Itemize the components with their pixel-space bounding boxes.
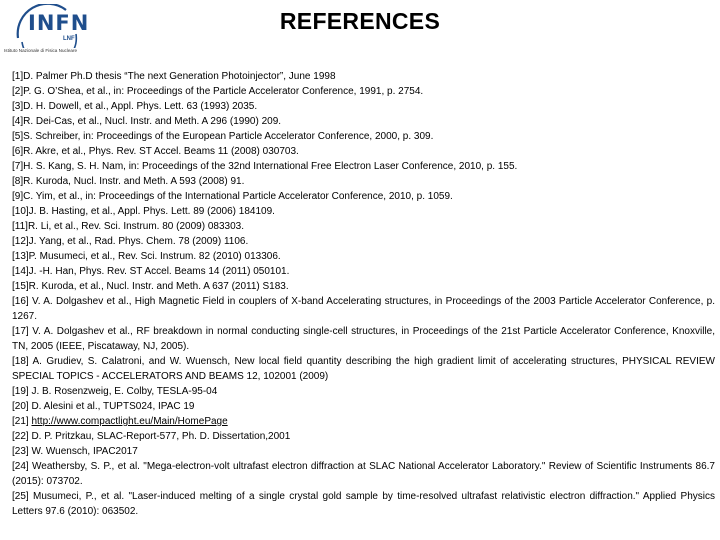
logo-wordmark: INFN	[28, 11, 90, 35]
reference-5: [5]S. Schreiber, in: Proceedings of the European Particle Accelerator Conference, 2000, p. 309.	[12, 131, 434, 142]
reference-12: [12]J. Yang, et al., Rad. Phys. Chem. 78 (2009) 1106.	[12, 236, 249, 247]
logo-subtitle: Istituto Nazionale di Fisica Nucleare	[4, 48, 78, 53]
logo-lab-label: LNF	[63, 36, 75, 42]
reference-10: [10]J. B. Hasting, et al., Appl. Phys. Lett. 89 (2006) 184109.	[12, 206, 275, 217]
reference-16: [16] V. A. Dolgashev et al., High Magnetic Field in couplers of X-band Accelerating structures, in Proceedings of the 2003 Particle Accelerator Conference, p. 1267.	[12, 296, 715, 322]
reference-4: [4]R. Dei-Cas, et al., Nucl. Instr. and Meth. A 296 (1990) 209.	[12, 116, 282, 127]
reference-15: [15]R. Kuroda, et al., Nucl. Instr. and Meth. A 637 (2011) S183.	[12, 281, 289, 292]
reference-14: [14]J. -H. Han, Phys. Rev. ST Accel. Beams 14 (2011) 050101.	[12, 266, 290, 277]
reference-22: [22] D. P. Pritzkau, SLAC-Report-577, Ph. D. Dissertation,2001	[12, 431, 291, 442]
reference-21-prefix: [21]	[12, 416, 32, 427]
reference-1: [1]D. Palmer Ph.D thesis “The next Generation Photoinjector”, June 1998	[12, 71, 336, 82]
reference-25: [25] Musumeci, P., et al. "Laser-induced melting of a single crystal gold sample by time-resolved ultrafast relativistic electron diffraction." Applied Physics Letters 97.6 (2010): 063502.	[12, 491, 715, 517]
reference-18: [18] A. Grudiev, S. Calatroni, and W. Wuensch, New local field quantity describing the high gradient limit of accelerating structures, PHYSICAL REVIEW SPECIAL TOPICS - ACCELERATORS AND BEAMS 12, 102001 (2009)	[12, 356, 715, 382]
reference-23: [23] W. Wuensch, IPAC2017	[12, 446, 138, 457]
reference-19: [19] J. B. Rosenzweig, E. Colby, TESLA-95-04	[12, 386, 218, 397]
reference-11: [11]R. Li, et al., Rev. Sci. Instrum. 80 (2009) 083303.	[12, 221, 244, 232]
reference-13: [13]P. Musumeci, et al., Rev. Sci. Instrum. 82 (2010) 013306.	[12, 251, 281, 262]
reference-20: [20] D. Alesini et al., TUPTS024, IPAC 19	[12, 401, 195, 412]
reference-list	[12, 69, 715, 519]
reference-6: [6]R. Akre, et al., Phys. Rev. ST Accel. Beams 11 (2008) 030703.	[12, 146, 299, 157]
reference-9: [9]C. Yim, et al., in: Proceedings of the International Particle Accelerator Conference, 2010, p. 1059.	[12, 191, 453, 202]
page-title: REFERENCES	[279, 8, 441, 34]
reference-2: [2]P. G. O’Shea, et al., in: Proceedings of the Particle Accelerator Conference, 1991, p. 2754.	[12, 86, 424, 97]
reference-7: [7]H. S. Kang, S. H. Nam, in: Proceedings of the 32nd International Free Electron Laser Conference, 2010, p. 155.	[12, 161, 518, 172]
reference-17: [17] V. A. Dolgashev et al., RF breakdown in normal conducting single-cell structures, in Proceedings of the 21st Particle Accelerator Conference, Knoxville, TN, 2005 (IEEE, Piscataway, NJ, 2005).	[12, 326, 715, 352]
reference-24: [24] Weathersby, S. P., et al. "Mega-electron-volt ultrafast electron diffraction at SLAC National Accelerator Laboratory." Review of Scientific Instruments 86.7 (2015): 073702.	[12, 461, 715, 487]
reference-3: [3]D. H. Dowell, et al., Appl. Phys. Lett. 63 (1993) 2035.	[12, 101, 258, 112]
reference-8: [8]R. Kuroda, Nucl. Instr. and Meth. A 593 (2008) 91.	[12, 176, 245, 187]
reference-21	[12, 414, 715, 429]
compactlight-link[interactable]: http://www.compactlight.eu/Main/HomePage	[31, 416, 228, 427]
